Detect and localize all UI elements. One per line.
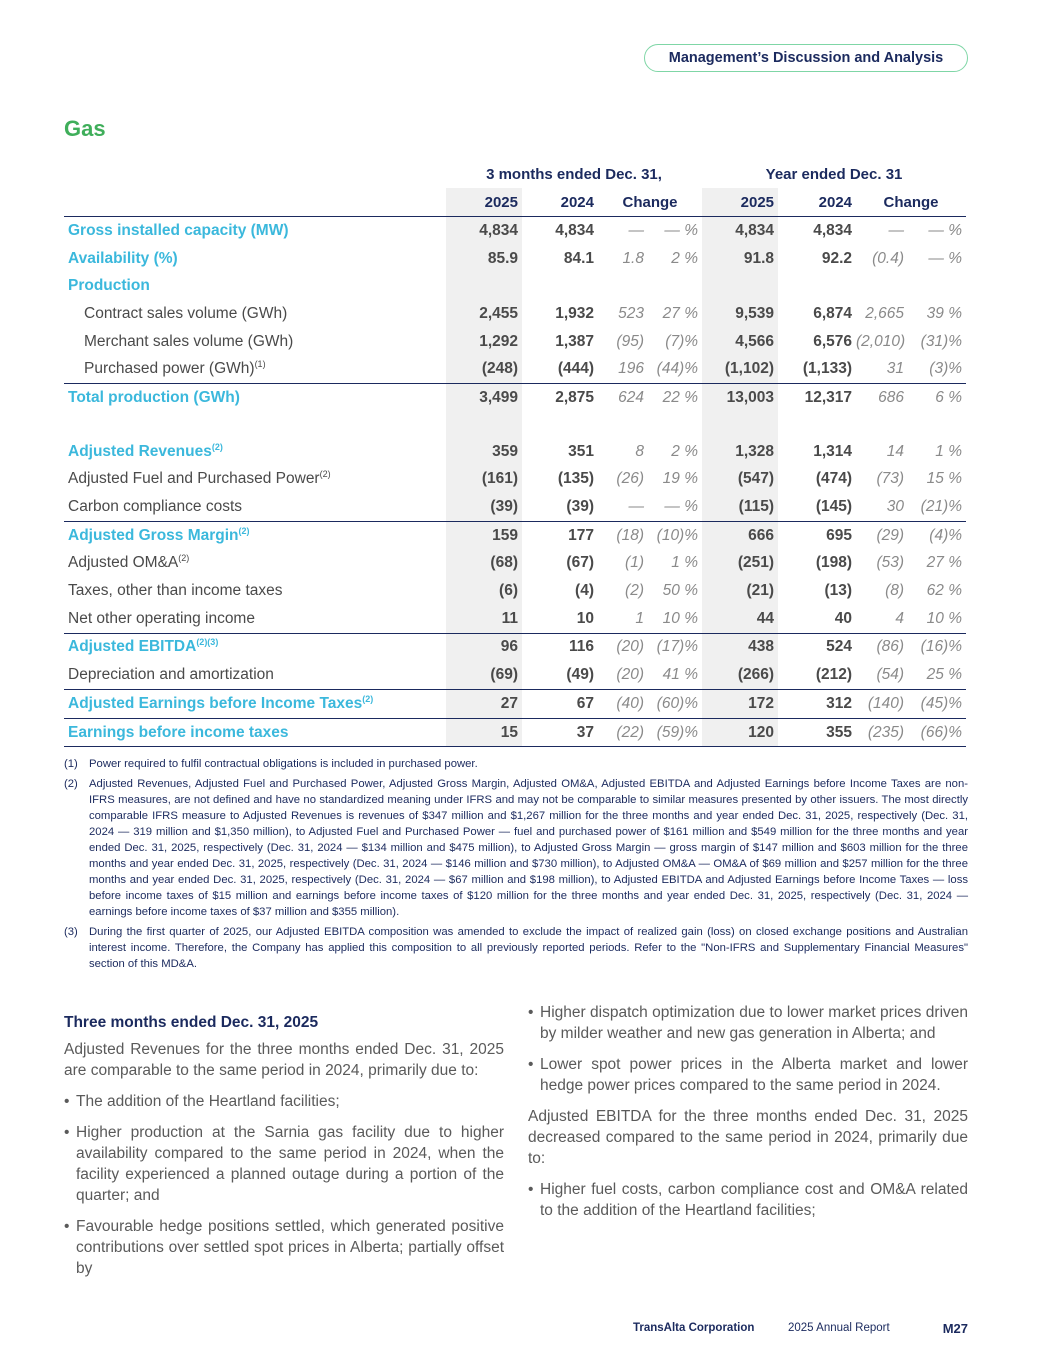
table-cell: (66)%	[908, 718, 966, 747]
footnote-ref: (2)	[211, 441, 223, 452]
table-row	[64, 466, 966, 494]
table-cell: 686	[856, 384, 908, 412]
table-cell: (21)	[702, 577, 778, 605]
table-cell: 1,932	[555, 304, 594, 322]
table-cell: (16)%	[908, 633, 966, 661]
footnote-text: Adjusted Revenues, Adjusted Fuel and Purchased Power, Adjusted Gross Margin, Adjusted OM&A, Adjusted EBITDA and Adjusted Earnings before Income Taxes are non-IFRS measures, are not defined and have no standardized meaning under IFRS and may not be comparable to similar measures presented by other issuers. The most directly comparable IFRS measure to Adjusted Revenues is revenues of $347 million and $1,267 million for the three months and year ended Dec. 31, 2025, respectively (Dec. 31, 2024 — 319 million and $1,350 million), to Adjusted Fuel and Purchased Power — fuel and purchased power of $161 million and $549 million for the three months and year ended Dec. 31, 2025, respectively (Dec. 31, 2024 — $134 million and $475 million), to Adjusted Gross Margin — gross margin of $147 million and $603 million for the three months and year ended Dec. 31, 2025, respectively (Dec. 31, 2024 — $146 million and $730 million), to Adjusted OM&A — OM&A of $69 million and $257 million for the three months and year ended Dec. 31, 2025, respectively (Dec. 31, 2024 — $67 million and $198 million), to Adjusted EBITDA and Adjusted Earnings before Income Taxes — loss before income taxes of $15 million and earnings before income taxes of $120 million for the three months and year ended Dec. 31, 2025, respectively (Dec. 31, 2024 — earnings before income taxes of $37 million and $355 million).	[89, 778, 968, 918]
table-row	[64, 493, 966, 521]
footnote-ref: (2)	[178, 553, 190, 564]
table-cell: 27	[446, 690, 522, 719]
table-cell: (39)	[446, 493, 522, 521]
table-cell: 1,387	[555, 332, 594, 350]
spacer-cell	[702, 412, 778, 438]
row-label	[64, 493, 446, 521]
row-label	[64, 690, 446, 719]
table-cell: (2,010)	[856, 332, 906, 350]
row-label-text: Merchant sales volume (GWh)	[84, 332, 294, 350]
page-footer	[0, 1322, 968, 1340]
row-label	[64, 718, 446, 747]
row-label-text: Gross installed capacity (MW)	[68, 221, 289, 239]
table-cell: 1.8	[622, 249, 644, 267]
row-label	[64, 217, 446, 245]
table-cell: 27 %	[926, 554, 963, 572]
table-row	[64, 300, 966, 328]
table-cell: (10)%	[648, 521, 702, 549]
table-cell: 8	[635, 442, 644, 460]
table-cell: (235)	[856, 718, 908, 747]
table-cell: 50 %	[662, 582, 699, 600]
row-label	[64, 605, 446, 633]
spacer-cell	[598, 412, 648, 438]
table-cell: 2 %	[671, 249, 699, 267]
table-cell: (248)	[446, 355, 522, 383]
table-cell: (13)	[824, 582, 853, 600]
table-cell: (4)	[575, 582, 594, 600]
table-cell	[522, 272, 598, 300]
subsection-heading: Three months ended Dec. 31, 2025	[64, 1014, 319, 1031]
footnote-ref: (2)(3)	[196, 637, 219, 648]
bullet-item: • Higher dispatch optimization due to lower market prices driven by milder weather and new gas generation in Alberta; and	[528, 1002, 968, 1044]
table-cell: 2,665	[865, 304, 905, 322]
table-cell: 19 %	[662, 470, 699, 488]
footnote	[64, 776, 968, 920]
table-cell: (29)	[856, 521, 908, 549]
table-cell: (20)	[598, 633, 648, 661]
table-cell: (69)	[446, 661, 522, 689]
table-cell: — %	[664, 498, 699, 516]
table-row	[64, 272, 966, 300]
table-cell: 523	[618, 304, 644, 322]
table-cell	[778, 272, 856, 300]
table-row	[64, 633, 966, 661]
table-cell: 44	[702, 605, 778, 633]
table-cell: (198)	[815, 554, 853, 572]
section-badge: Management’s Discussion and Analysis	[644, 44, 968, 72]
spacer-row	[64, 412, 966, 438]
table-cell: 10 %	[662, 609, 699, 627]
table-cell: 351	[568, 442, 594, 460]
table-cell: (53)	[876, 554, 905, 572]
table-cell: (31)%	[920, 332, 963, 350]
table-cell: — %	[664, 221, 699, 239]
table-cell: 10 %	[926, 609, 963, 627]
row-label	[64, 245, 446, 273]
table-cell: (474)	[815, 470, 853, 488]
table-cell: —	[628, 221, 644, 239]
row-label	[64, 521, 446, 549]
group-header-year: Year ended Dec. 31	[765, 165, 903, 183]
col-header-y-change: Change	[856, 188, 966, 217]
bullet-item: • Higher production at the Sarnia gas facility due to higher availability compared to the same period in 2024, when the facility experienced a planned outage during a portion of the quarter; and	[64, 1122, 504, 1206]
row-label	[64, 328, 446, 356]
footnote-mark: (3)	[64, 926, 78, 938]
table-cell: 10	[576, 609, 594, 627]
spacer-cell	[778, 412, 856, 438]
table-row	[64, 245, 966, 273]
table-cell: 355	[778, 718, 856, 747]
table-cell: 4	[895, 609, 905, 627]
spacer-cell	[64, 412, 446, 438]
table-cell: (18)	[598, 521, 648, 549]
table-cell: 4,834	[702, 217, 778, 245]
page-number: M27	[942, 1321, 968, 1336]
table-cell	[446, 272, 522, 300]
row-label-text: Taxes, other than income taxes	[68, 582, 283, 600]
table-cell: (67)	[566, 554, 594, 572]
table-cell: (86)	[856, 633, 908, 661]
body-paragraph: Adjusted EBITDA for the three months ended Dec. 31, 2025 decreased compared to the same period in 2024, primarily due to:	[528, 1108, 968, 1167]
table-cell: (115)	[702, 493, 778, 521]
table-cell: 30	[886, 498, 905, 516]
table-cell: 6,874	[813, 304, 853, 322]
table-row	[64, 328, 966, 356]
table-cell: (145)	[815, 498, 853, 516]
col-header-q-2024: 2024	[522, 188, 598, 217]
table-row	[64, 217, 966, 245]
table-cell: (39)	[566, 498, 594, 516]
row-label	[64, 272, 446, 300]
table-cell: (59)%	[648, 718, 702, 747]
table-cell: 3,499	[446, 384, 522, 412]
footnote	[64, 924, 968, 972]
table-cell: 4,566	[702, 328, 778, 356]
footer-company: TransAlta Corporation	[633, 1322, 755, 1334]
table-cell	[856, 272, 908, 300]
footnotes	[64, 756, 968, 976]
table-cell: 9,539	[702, 300, 778, 328]
table-cell: 6 %	[908, 384, 966, 412]
footnote-text: Power required to fulfil contractual obligations is included in purchased power.	[89, 758, 478, 770]
table-cell: 12,317	[778, 384, 856, 412]
row-label	[64, 384, 446, 412]
table-cell	[702, 272, 778, 300]
spacer-cell	[522, 412, 598, 438]
row-label-text: Adjusted Earnings before Income Taxes	[68, 694, 363, 712]
table-cell: (212)	[815, 666, 853, 684]
table-cell: (17)%	[648, 633, 702, 661]
table-cell	[598, 272, 648, 300]
table-cell: (45)%	[908, 690, 966, 719]
bullet-item: • The addition of the Heartland facilities;	[64, 1091, 504, 1112]
table-cell: 120	[702, 718, 778, 747]
bullet-item: • Lower spot power prices in the Alberta market and lower hedge power prices compared to the same period in 2024.	[528, 1054, 968, 1096]
table-cell: 624	[598, 384, 648, 412]
table-cell: —	[628, 498, 644, 516]
row-label-text: Net other operating income	[68, 609, 255, 627]
table-cell: 84.1	[563, 249, 594, 267]
table-cell: 11	[446, 605, 522, 633]
footnote-ref: (2)	[238, 525, 250, 536]
row-label-text: Earnings before income taxes	[68, 723, 289, 741]
table-row	[64, 605, 966, 633]
page-title: Gas	[64, 116, 106, 141]
table-cell: (95)	[616, 332, 644, 350]
spacer-cell	[856, 412, 908, 438]
table-cell: —	[888, 221, 905, 239]
row-label	[64, 438, 446, 466]
table-cell: (266)	[702, 661, 778, 689]
table-cell: 1,314	[813, 442, 853, 460]
table-cell: 67	[522, 690, 598, 719]
row-label-text: Production	[68, 277, 150, 295]
table-row	[64, 661, 966, 689]
row-label	[64, 577, 446, 605]
row-label-text: Adjusted OM&A	[68, 554, 179, 572]
table-row	[64, 384, 966, 412]
row-label-text: Adjusted Gross Margin	[68, 526, 239, 544]
row-label	[64, 661, 446, 689]
table-cell: 159	[446, 521, 522, 549]
table-cell	[648, 272, 702, 300]
table-cell: 1	[635, 609, 644, 627]
table-cell: 2,875	[522, 384, 598, 412]
body-paragraph: Adjusted Revenues for the three months ended Dec. 31, 2025 are comparable to the same period in 2024, primarily due to:	[64, 1041, 504, 1079]
table-cell: (22)	[598, 718, 648, 747]
table-cell: (8)	[885, 582, 905, 600]
bullet-item: • Higher fuel costs, carbon compliance cost and OM&A related to the addition of the Heartland facilities;	[528, 1179, 968, 1221]
row-label-text: Contract sales volume (GWh)	[84, 304, 288, 322]
table-row	[64, 690, 966, 719]
table-cell: 6,576	[813, 332, 853, 350]
table-cell: 27 %	[662, 304, 699, 322]
table-body	[64, 217, 966, 747]
footer-report: 2025 Annual Report	[788, 1322, 890, 1334]
table-cell: (73)	[876, 470, 905, 488]
table-cell: 1,328	[702, 438, 778, 466]
header-label-blank	[64, 188, 446, 217]
spacer-cell	[648, 412, 702, 438]
row-label-text: Carbon compliance costs	[68, 498, 243, 516]
table-cell: 1,292	[446, 328, 522, 356]
table-cell: (444)	[557, 360, 594, 378]
table-cell: 92.2	[821, 249, 853, 267]
table-cell: 39 %	[926, 304, 963, 322]
table-cell: (7)%	[665, 332, 699, 350]
table-cell: 91.8	[702, 245, 778, 273]
table-row	[64, 521, 966, 549]
table-row	[64, 355, 966, 383]
table-cell: (547)	[702, 466, 778, 494]
col-header-y-2025: 2025	[702, 188, 778, 217]
table-cell: (21)%	[920, 498, 963, 516]
footnote-ref: (1)	[254, 359, 266, 370]
table-cell: 25 %	[926, 666, 963, 684]
table-cell: 196	[618, 360, 644, 378]
table-cell: 15	[446, 718, 522, 747]
table-cell: (60)%	[648, 690, 702, 719]
table-cell: 4,834	[555, 221, 594, 239]
table-cell: (26)	[616, 470, 644, 488]
table-cell: — %	[928, 221, 963, 239]
table-cell: 172	[702, 690, 778, 719]
gas-financial-table	[64, 160, 966, 747]
table-row	[64, 718, 966, 747]
table-cell: (140)	[856, 690, 908, 719]
footnote-ref: (2)	[362, 693, 374, 704]
table-cell: (40)	[598, 690, 648, 719]
table-cell: 31	[886, 360, 905, 378]
table-cell: 13,003	[702, 384, 778, 412]
table-cell: 22 %	[648, 384, 702, 412]
body-column-left	[64, 1012, 504, 1289]
table-cell: 41 %	[662, 666, 699, 684]
table-cell: 524	[778, 633, 856, 661]
table-cell: 37	[522, 718, 598, 747]
table-cell: 1 %	[935, 442, 963, 460]
table-cell: 4,834	[446, 217, 522, 245]
bullet-item: • Favourable hedge positions settled, which generated positive contributions over settled spot prices in Alberta; partially offset by	[64, 1216, 504, 1279]
table-cell: 695	[778, 521, 856, 549]
table-cell: 438	[702, 633, 778, 661]
row-label-text: Purchased power (GWh)	[84, 360, 255, 378]
table-cell: 4,834	[813, 221, 853, 239]
table-cell: (4)%	[908, 521, 966, 549]
table-cell: (54)	[876, 666, 905, 684]
table-cell: 62 %	[926, 582, 963, 600]
table-cell: (0.4)	[872, 249, 905, 267]
spacer-cell	[908, 412, 966, 438]
table-cell: 359	[446, 438, 522, 466]
row-label-text: Adjusted Fuel and Purchased Power	[68, 470, 320, 488]
row-label	[64, 355, 446, 383]
footnote	[64, 756, 968, 772]
table-cell: 40	[834, 609, 853, 627]
bullet-list	[528, 1002, 968, 1096]
table-cell: (6)	[446, 577, 522, 605]
header-blank	[64, 160, 446, 188]
footnote-text: During the first quarter of 2025, our Adjusted EBITDA composition was amended to exclude the impact of realized gain (loss) on closed exchange positions and Australian interest income. Therefore, the Company has applied this composition to all previously reported periods. Refer to the "Non-IFRS and Supplementary Financial Measures" section of this MD&A.	[89, 926, 968, 970]
table-cell: (1,102)	[702, 355, 778, 383]
col-header-q-2025: 2025	[446, 188, 522, 217]
row-label	[64, 633, 446, 661]
footnote-ref: (2)	[319, 469, 331, 480]
table-cell: — %	[928, 249, 963, 267]
bullet-list	[64, 1091, 504, 1279]
table-cell: (3)%	[929, 360, 963, 378]
table-cell: (1)	[625, 554, 644, 572]
table-cell: 2,455	[446, 300, 522, 328]
table-row	[64, 577, 966, 605]
table-row	[64, 438, 966, 466]
table-cell: 15 %	[926, 470, 963, 488]
table-cell: (2)	[625, 582, 644, 600]
row-label-text: Total production (GWh)	[68, 388, 240, 406]
table-cell: 96	[446, 633, 522, 661]
spacer-cell	[446, 412, 522, 438]
table-cell: (251)	[702, 550, 778, 578]
body-column-right	[528, 1002, 968, 1231]
table-cell: 666	[702, 521, 778, 549]
table-cell: 14	[886, 442, 905, 460]
col-header-y-2024: 2024	[778, 188, 856, 217]
footnote-mark: (2)	[64, 778, 78, 790]
table-cell: (1,133)	[802, 360, 853, 378]
table-cell: (44)%	[656, 360, 699, 378]
col-header-q-change: Change	[598, 188, 702, 217]
table-cell: 312	[778, 690, 856, 719]
row-label	[64, 466, 446, 494]
row-label	[64, 550, 446, 578]
bullet-list	[528, 1179, 968, 1221]
table-cell: (68)	[446, 550, 522, 578]
row-label-text: Depreciation and amortization	[68, 666, 274, 684]
row-label-text: Adjusted EBITDA	[68, 638, 197, 656]
footnote-mark: (1)	[64, 758, 78, 770]
table-cell	[908, 272, 966, 300]
row-label	[64, 300, 446, 328]
row-label-text: Adjusted Revenues	[68, 442, 212, 460]
group-header-three-months: 3 months ended Dec. 31,	[486, 165, 662, 183]
table-cell: 85.9	[446, 245, 522, 273]
table-cell: 177	[522, 521, 598, 549]
table-cell: (20)	[616, 666, 644, 684]
table-cell: (161)	[446, 466, 522, 494]
table-row	[64, 550, 966, 578]
table-cell: 116	[522, 633, 598, 661]
row-label-text: Availability (%)	[68, 249, 178, 267]
table-cell: 1 %	[671, 554, 699, 572]
table-cell: (135)	[557, 470, 594, 488]
table-cell: (49)	[566, 666, 594, 684]
table-cell: 2 %	[671, 442, 699, 460]
